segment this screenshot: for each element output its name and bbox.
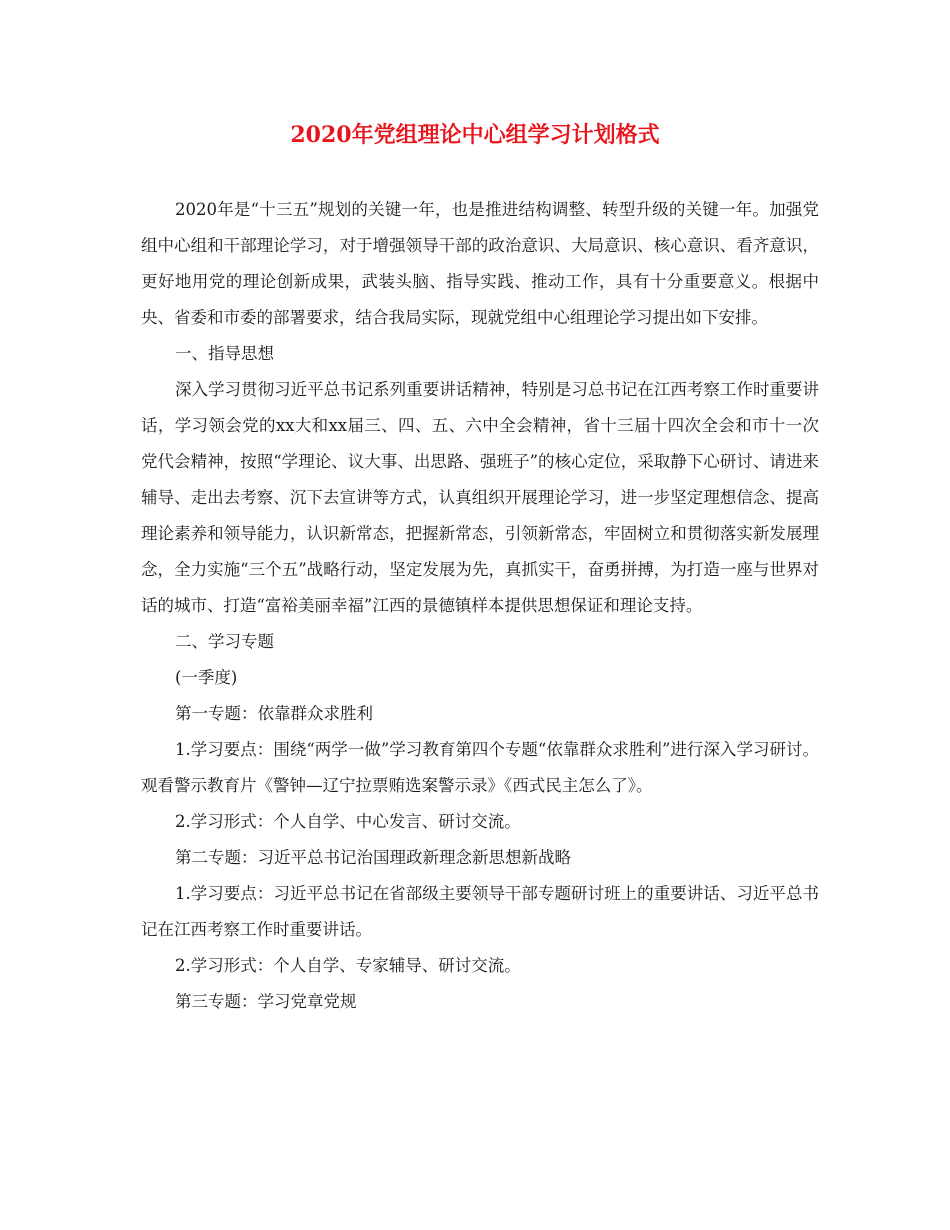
topic-3-heading: 第三专题：学习党章党规 [175,992,357,1011]
topic-1-format: 2.学习形式：个人自学、中心发言、研讨交流。 [175,812,521,831]
topic-2-heading: 第二专题：习近平总书记治国理政新理念新思想新战略 [175,848,571,867]
document-title: 2020年党组理论中心组学习计划格式 [290,122,660,148]
document-body [141,192,819,1020]
guiding-thought-paragraph: 深入学习贯彻习近平总书记系列重要讲话精神，特别是习总书记在江西考察工作时重要讲话，学习领会党的xx大和xx届三、四、五、六中全会精神，省十三届十四次全会和市十一次党代会精神，按照“学理论、议大事、出思路、强班子”的核心定位，采取静下心研讨、请进来辅导、走出去考察、沉下去宣讲等方式，认真组织开展理论学习，进一步坚定理想信念、提高理论素养和领导能力，认识新常态，把握新常态，引领新常态，牢固树立和贯彻落实新发展理念，全力实施“三个五”战略行动，坚定发展为先，真抓实干，奋勇拼搏，为打造一座与世界对话的城市、打造“富裕美丽幸福”江西的景德镇样本提供思想保证和理论支持。 [141,380,819,615]
section-heading-guiding-thought: 一、指导思想 [175,344,274,363]
intro-paragraph: 2020年是“十三五”规划的关键一年，也是推进结构调整、转型升级的关键一年。加强党组中心组和干部理论学习，对于增强领导干部的政治意识、大局意识、核心意识、看齐意识，更好地用党的理论创新成果，武装头脑、指导实践、推动工作，具有十分重要意义。根据中央、省委和市委的部署要求，结合我局实际，现就党组中心组理论学习提出如下安排。 [141,200,819,327]
topic-1-heading: 第一专题：依靠群众求胜利 [175,704,373,723]
topic-2-format: 2.学习形式：个人自学、专家辅导、研讨交流。 [175,956,521,975]
topic-2-key-points: 1.学习要点：习近平总书记在省部级主要领导干部专题研讨班上的重要讲话、习近平总书记在江西考察工作时重要讲话。 [141,884,819,939]
topic-1-key-points: 1.学习要点：围绕“两学一做”学习教育第四个专题“依靠群众求胜利”进行深入学习研讨。观看警示教育片《警钟—辽宁拉票贿选案警示录》《西式民主怎么了》。 [141,740,819,795]
section-heading-study-topics: 二、学习专题 [175,632,274,651]
quarter-label: (一季度) [175,668,238,687]
